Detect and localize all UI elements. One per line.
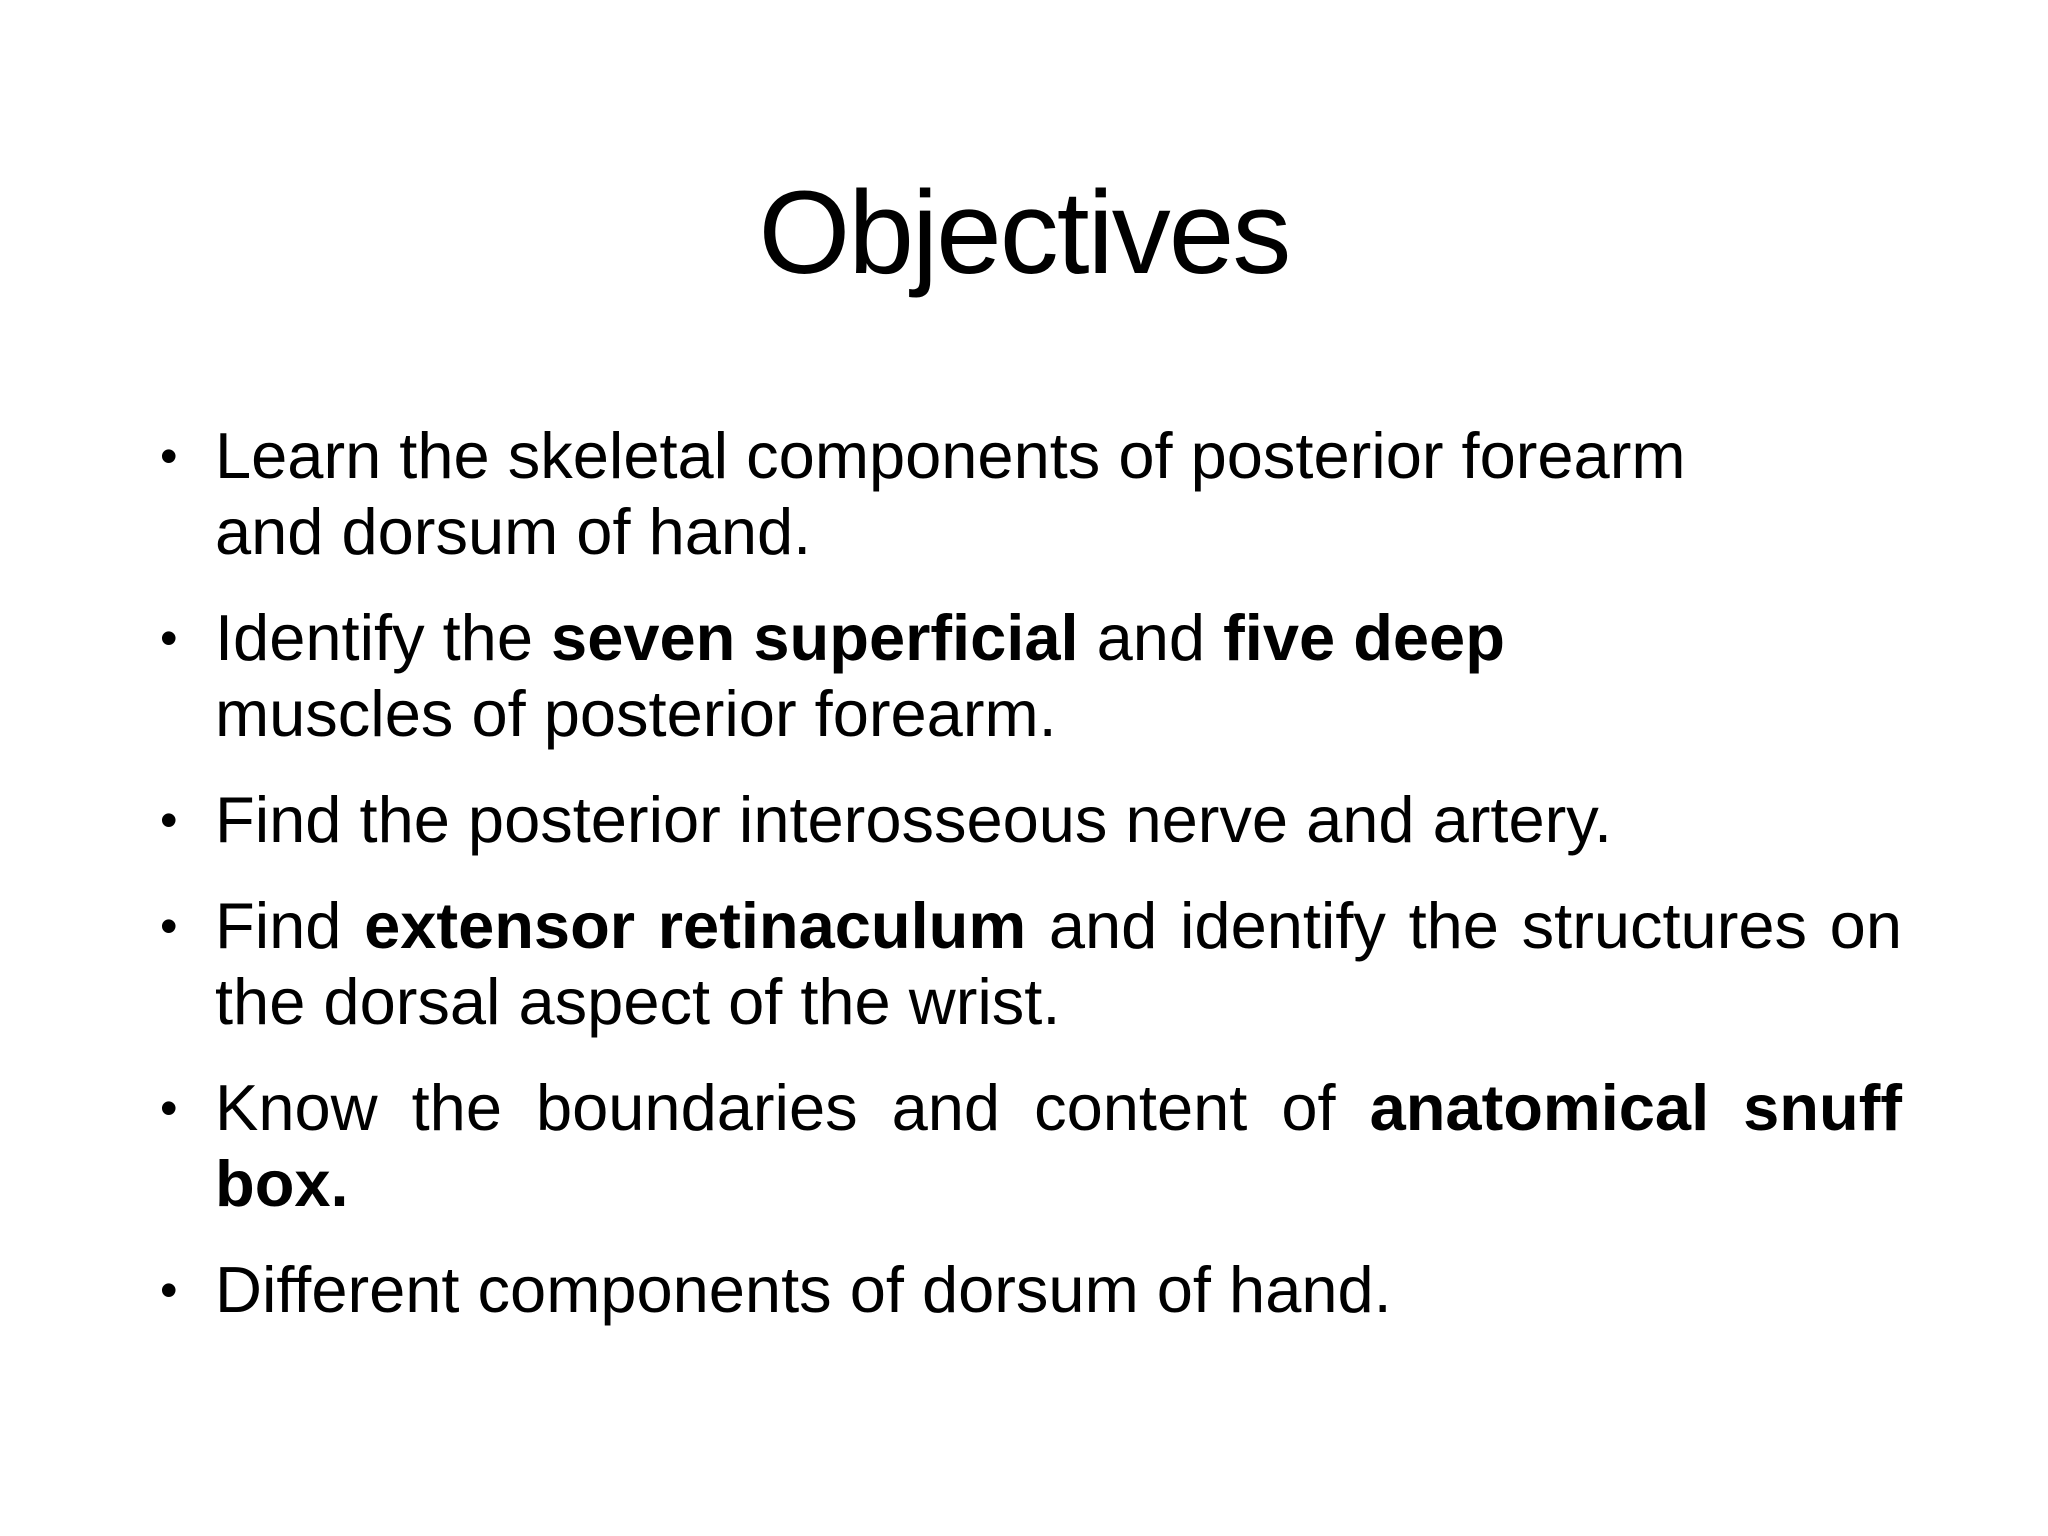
list-item [160, 1070, 1902, 1222]
bullet-dot-icon: • [160, 898, 178, 954]
list-item [160, 1252, 1902, 1328]
list-item [160, 418, 1715, 570]
list-item-text: Different components of dorsum of hand. [215, 1253, 1392, 1326]
emphasis-text: anatomical snuff box. [215, 1071, 1902, 1220]
emphasis-text: seven superficial [551, 601, 1079, 674]
slide-title: Objectives [758, 167, 1290, 299]
emphasis-text: extensor retinaculum [364, 889, 1027, 962]
list-item-text: Know the boundaries and content of anatomical snuff box. [215, 1071, 1902, 1220]
bullet-dot-icon: • [160, 610, 178, 666]
bullet-dot-icon: • [160, 428, 178, 484]
list-item [160, 782, 1902, 858]
list-item [160, 600, 1715, 752]
objectives-list [160, 418, 1902, 1358]
list-item-text: Find the posterior interosseous nerve and artery. [215, 783, 1613, 856]
bullet-dot-icon: • [160, 792, 178, 848]
list-item-text: Find extensor retinaculum and identify the structures on the dorsal aspect of the wrist. [215, 889, 1902, 1038]
bullet-dot-icon: • [160, 1080, 178, 1136]
list-item-text: Identify the seven superficial and five deep muscles of posterior forearm. [215, 601, 1505, 750]
emphasis-text: five deep [1223, 601, 1505, 674]
list-item [160, 888, 1902, 1040]
list-item-text: Learn the skeletal components of posterior forearm and dorsum of hand. [215, 419, 1686, 568]
bullet-dot-icon: • [160, 1262, 178, 1318]
